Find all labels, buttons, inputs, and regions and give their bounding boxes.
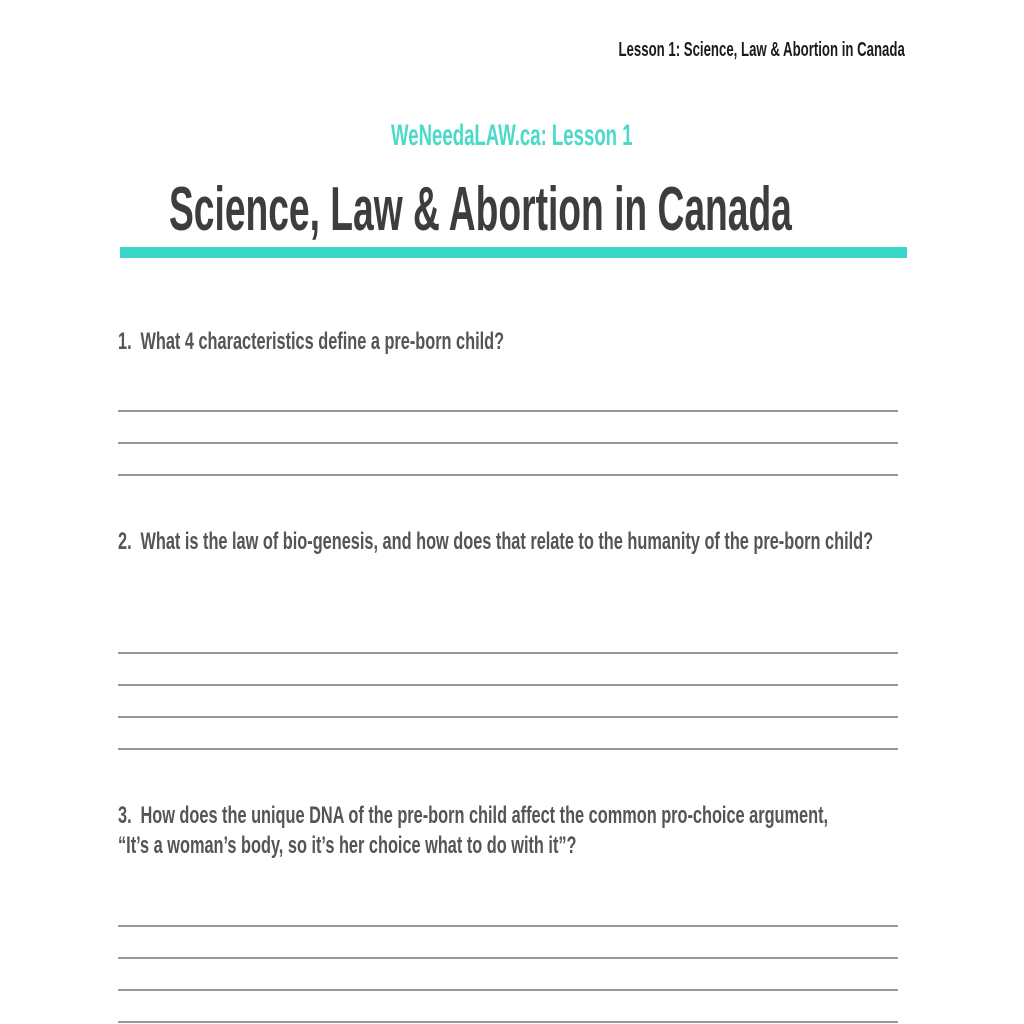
answer-blank-line bbox=[118, 927, 898, 959]
question-3 bbox=[118, 801, 852, 861]
answer-blank-line bbox=[118, 959, 898, 991]
question-3-text: How does the unique DNA of the pre-born child affect the common pro-choice argument, “It’s a woman’s body, so it’s her choice what to do with it”? bbox=[118, 802, 829, 859]
question-2 bbox=[118, 527, 900, 557]
answer-blanks-question-2 bbox=[118, 622, 898, 750]
page-title: Science, Law & Abortion in Canada bbox=[169, 175, 792, 244]
answer-blank-line bbox=[118, 380, 898, 412]
question-1-text: What 4 characteristics define a pre-born child? bbox=[140, 328, 505, 355]
question-1 bbox=[118, 327, 900, 357]
answer-blank-line bbox=[118, 654, 898, 686]
answer-blank-line bbox=[118, 412, 898, 444]
answer-blank-line bbox=[118, 991, 898, 1023]
page-header-label: Lesson 1: Science, Law & Abortion in Canada bbox=[618, 39, 905, 61]
answer-blanks-question-3 bbox=[118, 895, 898, 1023]
answer-blank-line bbox=[118, 895, 898, 927]
answer-blank-line bbox=[118, 622, 898, 654]
question-2-text: What is the law of bio-genesis, and how does that relate to the humanity of the pre-born child? bbox=[140, 528, 874, 555]
answer-blanks-question-1 bbox=[118, 380, 898, 476]
answer-blank-line bbox=[118, 444, 898, 476]
lesson-subtitle: WeNeedaLAW.ca: Lesson 1 bbox=[391, 119, 633, 152]
lesson-subtitle-row bbox=[0, 119, 1024, 153]
answer-blank-line bbox=[118, 686, 898, 718]
question-2-number: 2. bbox=[118, 528, 132, 555]
question-3-number: 3. bbox=[118, 802, 132, 829]
title-underline-bar bbox=[120, 247, 907, 258]
question-1-number: 1. bbox=[118, 328, 132, 355]
answer-blank-line bbox=[118, 718, 898, 750]
